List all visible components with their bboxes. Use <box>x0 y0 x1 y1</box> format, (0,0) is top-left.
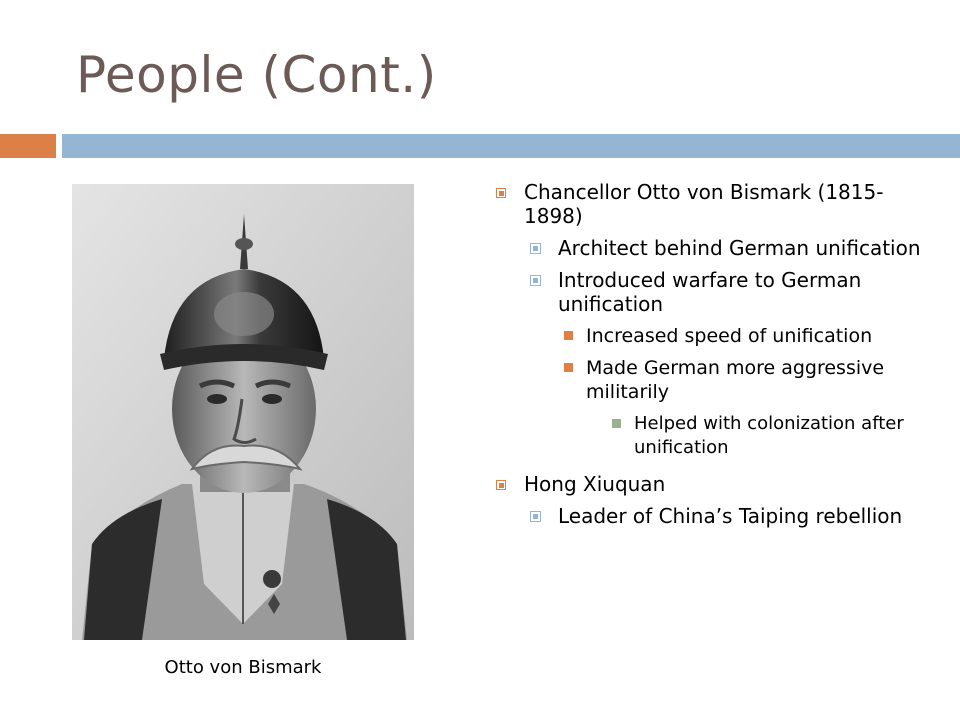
square-bullet-icon <box>612 419 621 428</box>
bullet-text: Hong Xiuquan <box>524 472 666 496</box>
bullet-text: Introduced warfare to German unification <box>558 268 862 316</box>
square-bullet-icon <box>530 243 541 254</box>
title-accent-bar-orange <box>0 134 56 158</box>
list-item <box>490 180 940 228</box>
portrait-image <box>72 184 414 640</box>
title-accent-bar-blue <box>62 134 960 158</box>
list-item <box>490 472 940 496</box>
bismarck-portrait-illustration <box>72 184 414 640</box>
square-bullet-icon <box>564 363 573 372</box>
bullet-list <box>490 180 940 536</box>
bullet-text: Leader of China’s Taiping rebellion <box>558 504 903 528</box>
square-bullet-icon <box>496 480 506 490</box>
square-bullet-icon <box>530 275 541 286</box>
bullet-text: Made German more aggressive militarily <box>586 357 885 403</box>
list-item <box>490 236 940 260</box>
list-item <box>490 324 940 348</box>
bullet-text: Chancellor Otto von Bismark (1815-1898) <box>524 180 884 228</box>
list-item <box>490 504 940 528</box>
list-item <box>490 412 940 460</box>
image-caption: Otto von Bismark <box>164 657 322 678</box>
list-item <box>490 356 940 404</box>
bullet-text: Helped with colonization after unification <box>634 413 904 458</box>
bullet-text: Increased speed of unification <box>586 325 873 347</box>
square-bullet-icon <box>496 188 506 198</box>
square-bullet-icon <box>564 331 573 340</box>
slide-title: People (Cont.) <box>76 46 437 104</box>
list-item <box>490 268 940 316</box>
square-bullet-icon <box>530 511 541 522</box>
bullet-text: Architect behind German unification <box>558 236 921 260</box>
